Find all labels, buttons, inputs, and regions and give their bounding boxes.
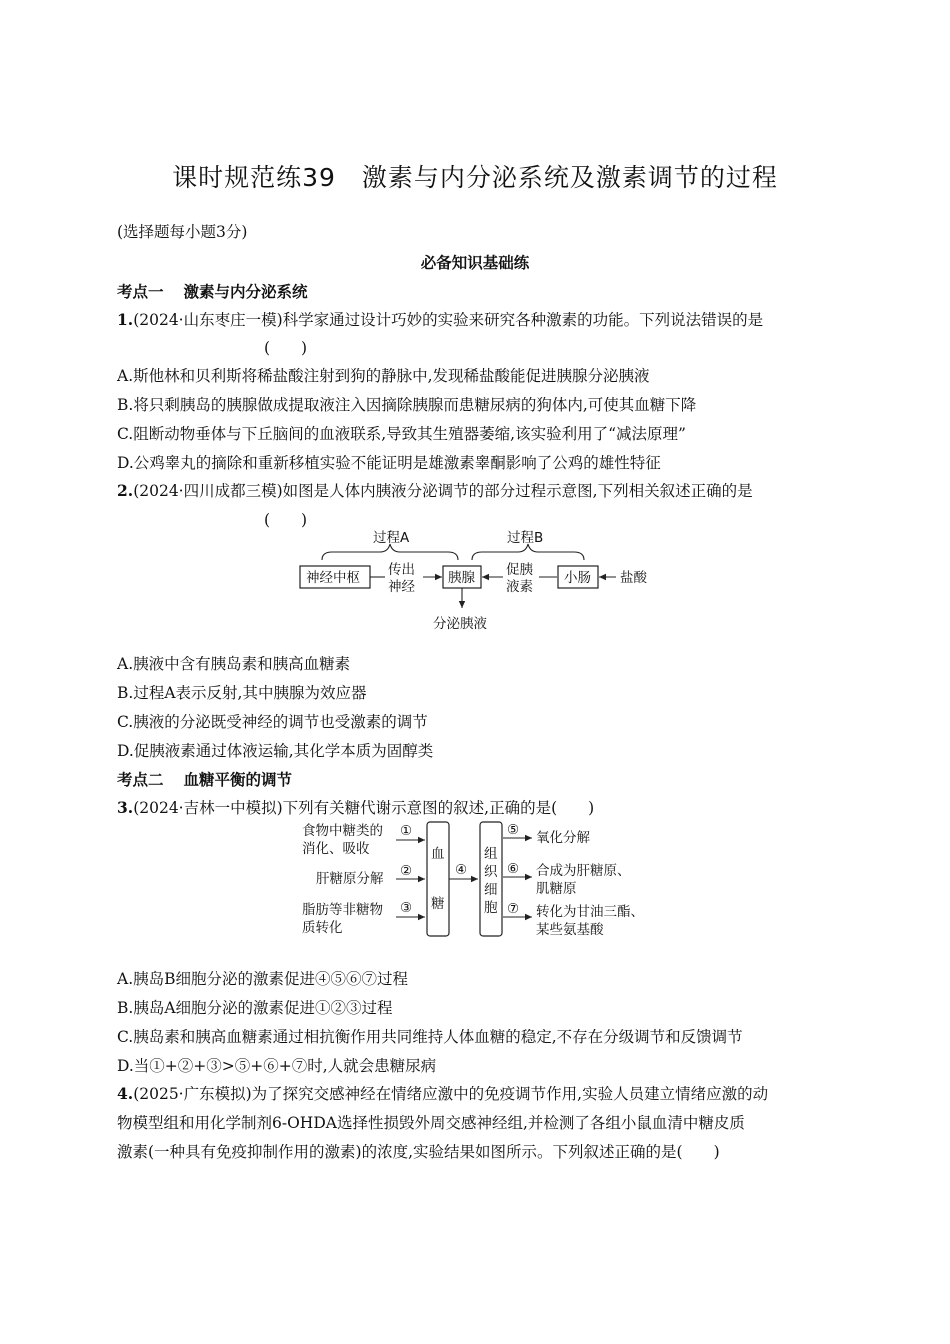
- question-2-stem: [117, 481, 753, 501]
- label-tissue-4: 胞: [484, 900, 498, 916]
- topic-heading-1: [117, 282, 308, 302]
- label-output-7a: 转化为甘油三酯、: [536, 904, 644, 920]
- pancreas-regulation-diagram: [290, 528, 670, 638]
- question-1-stem: [117, 310, 763, 330]
- question-text: (2025·广东模拟)为了探究交感神经在情绪应激中的免疫调节作用,实验人员建立情绪应激的动: [133, 1085, 769, 1103]
- topic-label: 考点二: [117, 771, 164, 789]
- question-text: (2024·山东枣庄一模)科学家通过设计巧妙的实验来研究各种激素的功能。下列说法错误的是: [133, 311, 764, 329]
- label-pancreas: 胰腺: [448, 570, 475, 586]
- score-note: (选择题每小题3分): [117, 223, 248, 241]
- topic-name: 激素与内分泌系统: [183, 283, 308, 301]
- section-heading: 必备知识基础练: [420, 254, 530, 272]
- question-number: 1.: [117, 310, 134, 329]
- label-acid: 盐酸: [620, 570, 647, 586]
- brace-process-b: [472, 544, 584, 560]
- label-output-5: 氧化分解: [536, 830, 590, 846]
- label-tissue-1: 组: [484, 846, 498, 862]
- question-3-stem: [117, 798, 594, 818]
- option-a: A.胰液中含有胰岛素和胰高血糖素: [117, 655, 351, 673]
- option-d: D.促胰液素通过体液运输,其化学本质为固醇类: [117, 742, 434, 760]
- label-n6: ⑥: [507, 861, 520, 877]
- option-d: D.公鸡睾丸的摘除和重新移植实验不能证明是雄激素睾酮影响了公鸡的雄性特征: [117, 454, 661, 472]
- brace-process-a: [322, 544, 458, 560]
- label-tissue-2: 织: [484, 864, 498, 880]
- label-output-7b: 某些氨基酸: [536, 922, 604, 938]
- question-number: 3.: [117, 798, 134, 817]
- option-c: C.阻断动物垂体与下丘脑间的血液联系,导致其生殖器萎缩,该实验利用了“减法原理”: [117, 425, 686, 443]
- label-n5: ⑤: [507, 822, 520, 838]
- label-source-2: 肝糖原分解: [316, 871, 384, 887]
- question-text: (2024·四川成都三模)如图是人体内胰液分泌调节的部分过程示意图,下列相关叙述正确的是: [133, 482, 753, 500]
- topic-label: 考点一: [117, 283, 164, 301]
- question-4-line-2: 物模型组和用化学制剂6-OHDA选择性损毁外周交感神经组,并检测了各组小鼠血清中糖皮质: [117, 1114, 745, 1132]
- glucose-metabolism-diagram: [300, 818, 660, 944]
- answer-blank: ( ): [264, 511, 308, 529]
- question-4-stem: [117, 1084, 768, 1104]
- label-blood-2: 糖: [431, 896, 445, 912]
- label-efferent-2: 神经: [388, 579, 415, 595]
- option-b: B.将只剩胰岛的胰腺做成提取液注入因摘除胰腺而患糖尿病的狗体内,可使其血糖下降: [117, 396, 697, 414]
- topic-heading-2: [117, 770, 292, 790]
- label-process-a: 过程A: [373, 530, 410, 546]
- topic-name: 血糖平衡的调节: [183, 771, 293, 789]
- label-source-1b: 消化、吸收: [302, 841, 370, 857]
- option-d: D.当①+②+③>⑤+⑥+⑦时,人就会患糖尿病: [117, 1057, 437, 1075]
- question-4-line-3: 激素(一种具有免疫抑制作用的激素)的浓度,实验结果如图所示。下列叙述正确的是( ): [117, 1143, 720, 1161]
- option-a: A.胰岛B细胞分泌的激素促进④⑤⑥⑦过程: [117, 970, 409, 988]
- label-secretin-1: 促胰: [506, 562, 533, 578]
- page-title: 课时规范练39 激素与内分泌系统及激素调节的过程: [172, 163, 778, 192]
- option-c: C.胰液的分泌既受神经的调节也受激素的调节: [117, 713, 428, 731]
- label-n4: ④: [455, 862, 468, 878]
- label-n7: ⑦: [507, 901, 520, 917]
- option-a: A.斯他林和贝利斯将稀盐酸注射到狗的静脉中,发现稀盐酸能促进胰腺分泌胰液: [117, 367, 650, 385]
- option-b: B.胰岛A细胞分泌的激素促进①②③过程: [117, 999, 393, 1017]
- label-n1: ①: [400, 823, 413, 839]
- label-secretion: 分泌胰液: [433, 616, 487, 632]
- label-source-3b: 质转化: [302, 920, 343, 936]
- label-output-6b: 肌糖原: [536, 881, 577, 897]
- box-blood-glucose: [427, 822, 449, 936]
- label-process-b: 过程B: [507, 530, 544, 546]
- label-tissue-3: 细: [484, 882, 498, 898]
- label-source-1a: 食物中糖类的: [302, 823, 383, 839]
- label-output-6a: 合成为肝糖原、: [536, 863, 631, 879]
- label-nerve-center: 神经中枢: [306, 570, 360, 586]
- question-number: 4.: [117, 1084, 134, 1103]
- question-number: 2.: [117, 481, 134, 500]
- label-intestine: 小肠: [564, 570, 591, 586]
- label-efferent-1: 传出: [388, 562, 415, 578]
- option-c: C.胰岛素和胰高血糖素通过相抗衡作用共同维持人体血糖的稳定,不存在分级调节和反馈调节: [117, 1028, 743, 1046]
- label-n2: ②: [400, 863, 413, 879]
- label-secretin-2: 液素: [506, 579, 533, 595]
- label-source-3a: 脂肪等非糖物: [302, 902, 383, 918]
- label-blood-1: 血: [431, 846, 445, 862]
- label-n3: ③: [400, 900, 413, 916]
- question-text: (2024·吉林一中模拟)下列有关糖代谢示意图的叙述,正确的是( ): [133, 799, 595, 817]
- option-b: B.过程A表示反射,其中胰腺为效应器: [117, 684, 367, 702]
- answer-blank: ( ): [264, 339, 308, 357]
